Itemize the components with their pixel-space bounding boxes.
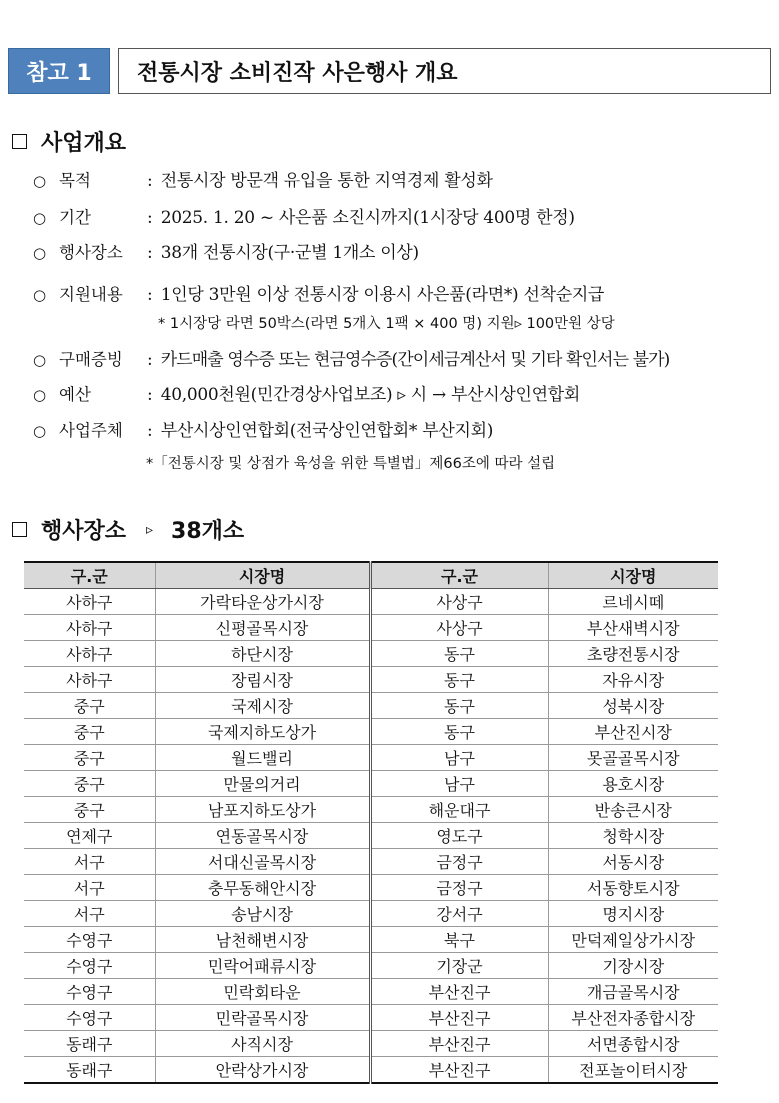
overview-item-purpose: ○ 목적 : 전통시장 방문객 유입을 통한 지역경제 활성화 (33, 166, 493, 191)
market-cell: 반송큰시장 (548, 797, 718, 823)
market-cell: 가락타운상가시장 (155, 589, 370, 615)
district-cell: 수영구 (24, 1005, 155, 1031)
district-cell: 서구 (24, 875, 155, 901)
district-cell: 사상구 (370, 615, 548, 641)
market-cell: 기장시장 (548, 953, 718, 979)
reference-badge: 참고 1 (8, 48, 110, 94)
district-cell: 사하구 (24, 667, 155, 693)
district-cell: 금정구 (370, 875, 548, 901)
market-cell: 서동향토시장 (548, 875, 718, 901)
overview-item-period: ○ 기간 : 2025. 1. 20 ~ 사은품 소진시까지(1시장당 400명 한정) (33, 203, 575, 228)
market-cell: 국제시장 (155, 693, 370, 719)
market-cell: 명지시장 (548, 901, 718, 927)
table-row (24, 797, 718, 823)
table-row (24, 823, 718, 849)
market-cell: 민락골목시장 (155, 1005, 370, 1031)
district-cell: 수영구 (24, 979, 155, 1005)
district-cell: 북구 (370, 927, 548, 953)
item-label: 행사장소 (59, 243, 123, 262)
item-value: 1인당 3만원 이상 전통시장 이용시 사은품(라면*) 선착순지급 (160, 285, 605, 305)
district-cell: 중구 (24, 771, 155, 797)
table-row (24, 953, 718, 979)
market-cell: 부산전자종합시장 (548, 1005, 718, 1031)
market-cell: 남천해변시장 (155, 927, 370, 953)
district-cell: 금정구 (370, 849, 548, 875)
item-label: 지원내용 (59, 285, 123, 304)
item-label: 예산 (59, 385, 91, 404)
circle-bullet-icon: ○ (33, 244, 47, 262)
district-cell: 수영구 (24, 927, 155, 953)
venues-heading-text: 행사장소 (41, 519, 127, 544)
market-cell: 부산진시장 (548, 719, 718, 745)
market-cell: 전포놀이터시장 (548, 1057, 718, 1084)
district-cell: 중구 (24, 745, 155, 771)
venues-table (24, 561, 718, 1084)
district-cell: 부산진구 (370, 1057, 548, 1084)
circle-bullet-icon: ○ (33, 286, 47, 304)
market-cell: 청학시장 (548, 823, 718, 849)
district-cell: 사하구 (24, 589, 155, 615)
market-cell: 송남시장 (155, 901, 370, 927)
district-cell: 동래구 (24, 1057, 155, 1084)
market-cell: 민락회타운 (155, 979, 370, 1005)
table-row (24, 745, 718, 771)
district-cell: 동래구 (24, 1031, 155, 1057)
table-row (24, 927, 718, 953)
table-row (24, 979, 718, 1005)
item-value: 부산시상인연합회(전국상인연합회* 부산지회) (160, 421, 494, 441)
market-cell: 남포지하도상가 (155, 797, 370, 823)
district-cell: 해운대구 (370, 797, 548, 823)
table-row (24, 641, 718, 667)
column-header-market: 시장명 (548, 562, 718, 589)
district-cell: 동구 (370, 641, 548, 667)
market-cell: 신평골목시장 (155, 615, 370, 641)
table-row (24, 693, 718, 719)
market-cell: 초량전통시장 (548, 641, 718, 667)
district-cell: 수영구 (24, 953, 155, 979)
market-cell: 못골골목시장 (548, 745, 718, 771)
market-cell: 충무동해안시장 (155, 875, 370, 901)
table-row (24, 1057, 718, 1084)
table-row (24, 771, 718, 797)
table-row (24, 667, 718, 693)
support-note: * 1시장당 라면 50박스(라면 5개入 1팩 × 400 명) 지원▹ 100만원 상당 (158, 316, 615, 332)
overview-item-support: ○ 지원내용 : 1인당 3만원 이상 전통시장 이용시 사은품(라면*) 선착순지급 (33, 280, 604, 305)
table-row (24, 719, 718, 745)
column-header-district: 구.군 (370, 562, 548, 589)
item-label: 목적 (59, 171, 91, 190)
district-cell: 부산진구 (370, 1031, 548, 1057)
circle-bullet-icon: ○ (33, 209, 47, 227)
market-cell: 성북시장 (548, 693, 718, 719)
market-cell: 르네시떼 (548, 589, 718, 615)
district-cell: 동구 (370, 693, 548, 719)
district-cell: 남구 (370, 771, 548, 797)
market-cell: 장림시장 (155, 667, 370, 693)
table-row (24, 875, 718, 901)
overview-item-venue: ○ 행사장소 : 38개 전통시장(구·군별 1개소 이상) (33, 238, 419, 263)
item-value: 38개 전통시장(구·군별 1개소 이상) (160, 243, 419, 263)
item-label: 구매증빙 (59, 350, 123, 369)
checkbox-square-icon (12, 134, 27, 149)
market-cell: 사직시장 (155, 1031, 370, 1057)
table-row (24, 901, 718, 927)
district-cell: 사상구 (370, 589, 548, 615)
overview-heading (12, 126, 126, 157)
title-row (8, 48, 771, 94)
market-cell: 만물의거리 (155, 771, 370, 797)
market-cell: 서면종합시장 (548, 1031, 718, 1057)
checkbox-square-icon (12, 522, 27, 537)
item-label: 기간 (59, 208, 91, 227)
district-cell: 사하구 (24, 615, 155, 641)
district-cell: 서구 (24, 849, 155, 875)
market-cell: 안락상가시장 (155, 1057, 370, 1084)
table-row (24, 1005, 718, 1031)
district-cell: 남구 (370, 745, 548, 771)
circle-bullet-icon: ○ (33, 386, 47, 404)
district-cell: 중구 (24, 693, 155, 719)
circle-bullet-icon: ○ (33, 351, 47, 369)
market-cell: 만덕제일상가시장 (548, 927, 718, 953)
market-cell: 하단시장 (155, 641, 370, 667)
market-cell: 서동시장 (548, 849, 718, 875)
district-cell: 강서구 (370, 901, 548, 927)
market-cell: 민락어패류시장 (155, 953, 370, 979)
market-cell: 부산새벽시장 (548, 615, 718, 641)
district-cell: 기장군 (370, 953, 548, 979)
column-header-district: 구.군 (24, 562, 155, 589)
district-cell: 부산진구 (370, 979, 548, 1005)
circle-bullet-icon: ○ (33, 422, 47, 440)
district-cell: 중구 (24, 797, 155, 823)
overview-item-proof: ○ 구매증빙 : 카드매출 영수증 또는 현금영수증(간이세금계산서 및 기타 확인서는 불가) (33, 345, 669, 370)
item-value: 전통시장 방문객 유입을 통한 지역경제 활성화 (160, 171, 493, 191)
district-cell: 부산진구 (370, 1005, 548, 1031)
market-cell: 서대신골목시장 (155, 849, 370, 875)
district-cell: 사하구 (24, 641, 155, 667)
table-row (24, 1031, 718, 1057)
market-cell: 연동골목시장 (155, 823, 370, 849)
market-cell: 자유시장 (548, 667, 718, 693)
venues-heading (12, 514, 244, 545)
item-value: 카드매출 영수증 또는 현금영수증(간이세금계산서 및 기타 확인서는 불가) (160, 350, 670, 370)
law-note: *「전통시장 및 상점가 육성을 위한 특별법」제66조에 따라 설립 (146, 456, 556, 472)
market-cell: 월드밸리 (155, 745, 370, 771)
district-cell: 영도구 (370, 823, 548, 849)
item-value: 40,000천원(민간경상사업보조) ▹ 시 → 부산시상인연합회 (160, 385, 580, 405)
triangle-right-icon: ▹ (146, 521, 154, 538)
district-cell: 동구 (370, 667, 548, 693)
district-cell: 서구 (24, 901, 155, 927)
district-cell: 동구 (370, 719, 548, 745)
overview-heading-text: 사업개요 (41, 131, 127, 156)
table-row (24, 849, 718, 875)
market-cell: 국제지하도상가 (155, 719, 370, 745)
overview-item-budget: ○ 예산 : 40,000천원(민간경상사업보조) ▹ 시 → 부산시상인연합회 (33, 380, 580, 405)
page-title: 전통시장 소비진작 사은행사 개요 (118, 48, 771, 94)
venues-count: 38개소 (171, 519, 245, 544)
overview-item-organizer: ○ 사업주체 : 부산시상인연합회(전국상인연합회* 부산지회) (33, 416, 493, 441)
table-header-row (24, 562, 718, 589)
table-row (24, 589, 718, 615)
district-cell: 중구 (24, 719, 155, 745)
item-value: 2025. 1. 20 ~ 사은품 소진시까지(1시장당 400명 한정) (160, 208, 575, 228)
table-row (24, 615, 718, 641)
market-cell: 개금골목시장 (548, 979, 718, 1005)
market-cell: 용호시장 (548, 771, 718, 797)
district-cell: 연제구 (24, 823, 155, 849)
column-header-market: 시장명 (155, 562, 370, 589)
circle-bullet-icon: ○ (33, 172, 47, 190)
item-label: 사업주체 (59, 421, 123, 440)
